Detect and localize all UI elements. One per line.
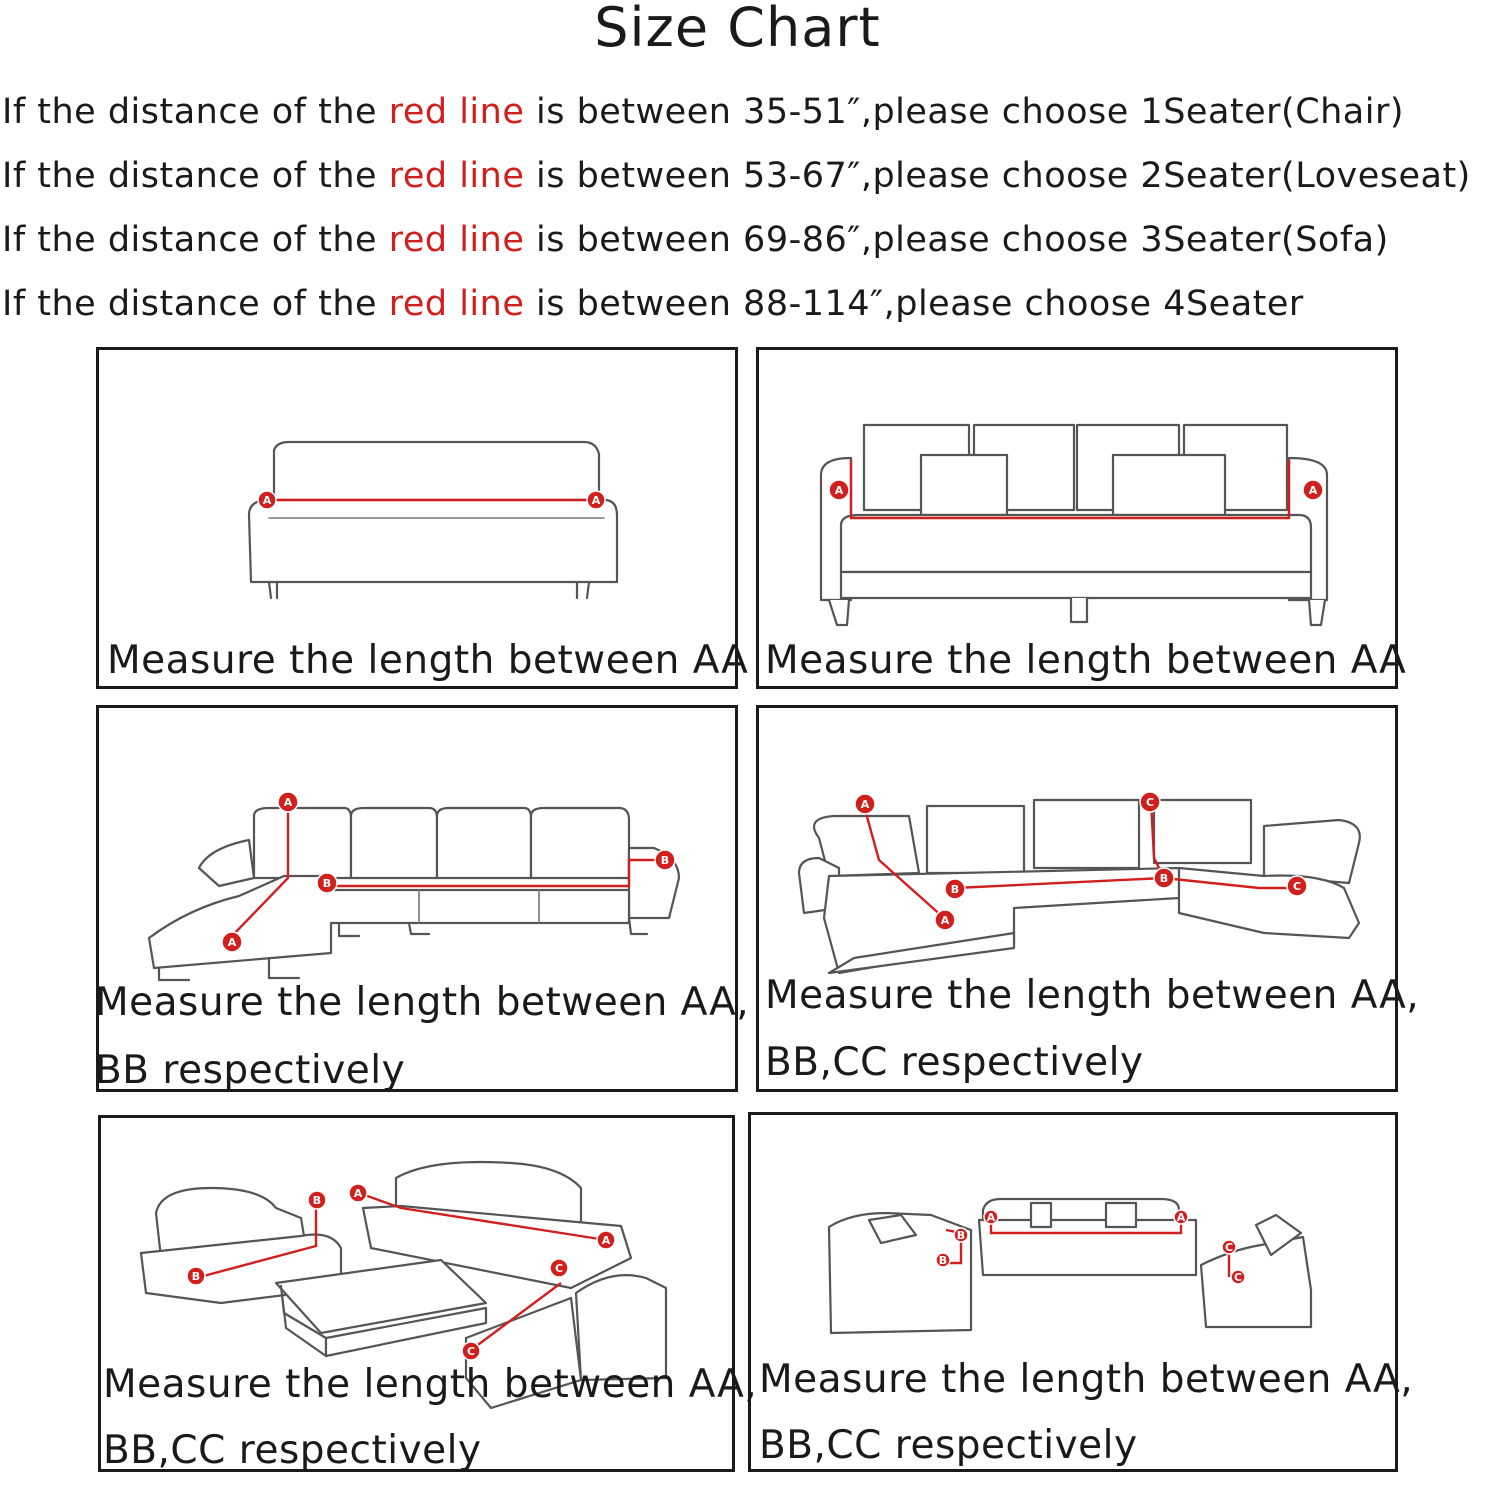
red-line-label: red line <box>388 92 525 132</box>
marker-b: B <box>191 1270 201 1283</box>
living-room-set-illustration <box>101 1118 738 1475</box>
panel-caption: Measure the length between AA, <box>103 1362 758 1407</box>
red-line-label: red line <box>388 156 525 196</box>
marker-c: C <box>1292 880 1302 893</box>
marker-b: B <box>956 1229 966 1242</box>
l-sectional-illustration <box>99 708 741 1095</box>
size-rule-1seater <box>2 92 1404 132</box>
panel-caption-line2: BB,CC respectively <box>103 1428 482 1473</box>
panel-u-sectional <box>756 705 1420 1092</box>
marker-b: B <box>950 883 960 896</box>
panel-caption: Measure the length between AA, <box>765 973 1420 1018</box>
rule-text: is between 35-51″,please choose 1Seater(Chair) <box>524 92 1405 132</box>
marker-a: A <box>353 1187 363 1200</box>
rule-text: is between 53-67″,please choose 2Seater(Loveseat) <box>524 156 1471 196</box>
panel-caption: Measure the length between AA, <box>759 1357 1414 1402</box>
size-rule-3seater <box>2 220 1389 260</box>
marker-a: A <box>591 494 601 507</box>
marker-b: B <box>938 1254 948 1267</box>
panel-caption: Measure the length between AA <box>765 638 1407 683</box>
rule-text: If the distance of the <box>2 156 389 196</box>
marker-c: C <box>1145 796 1155 809</box>
marker-a: A <box>283 796 293 809</box>
size-rule-4seater <box>2 284 1304 324</box>
marker-b: B <box>1159 872 1169 885</box>
marker-a: A <box>227 936 237 949</box>
panel-chair <box>96 347 749 689</box>
red-line-label: red line <box>388 284 525 324</box>
red-line-label: red line <box>388 220 525 260</box>
panel-l-sectional <box>95 705 750 1093</box>
rule-text: If the distance of the <box>2 220 389 260</box>
panel-caption-line2: BB,CC respectively <box>759 1423 1138 1468</box>
panel-caption-line2: BB,CC respectively <box>765 1040 1144 1085</box>
marker-a: A <box>860 798 870 811</box>
marker-c: C <box>554 1262 564 1275</box>
panel-caption: Measure the length between AA <box>107 638 749 683</box>
marker-a: A <box>940 914 950 927</box>
marker-a: A <box>262 494 272 507</box>
marker-a: A <box>1308 484 1318 497</box>
marker-c: C <box>1233 1271 1243 1284</box>
panel-living-room-set <box>98 1115 758 1473</box>
rule-text: If the distance of the <box>2 284 389 324</box>
panel-three-piece-set <box>748 1112 1414 1472</box>
page-title: Size Chart <box>594 0 881 59</box>
marker-b: B <box>322 877 332 890</box>
marker-a: A <box>1176 1211 1186 1224</box>
marker-b: B <box>660 854 670 867</box>
panel-caption-line2: BB respectively <box>95 1048 406 1093</box>
rule-text: is between 88-114″,please choose 4Seater <box>524 284 1304 324</box>
three-piece-set-illustration <box>751 1115 1401 1475</box>
panel-sofa <box>756 347 1407 689</box>
panel-caption: Measure the length between AA, <box>95 980 750 1025</box>
rule-text: If the distance of the <box>2 92 389 132</box>
rule-text: is between 69-86″,please choose 3Seater(Sofa) <box>524 220 1389 260</box>
marker-c: C <box>1224 1241 1234 1254</box>
marker-a: A <box>601 1234 611 1247</box>
marker-c: C <box>466 1345 476 1358</box>
u-sectional-illustration <box>759 708 1401 1095</box>
marker-a: A <box>834 484 844 497</box>
marker-a: A <box>986 1211 996 1224</box>
size-rule-2seater <box>2 156 1471 196</box>
marker-b: B <box>312 1194 322 1207</box>
